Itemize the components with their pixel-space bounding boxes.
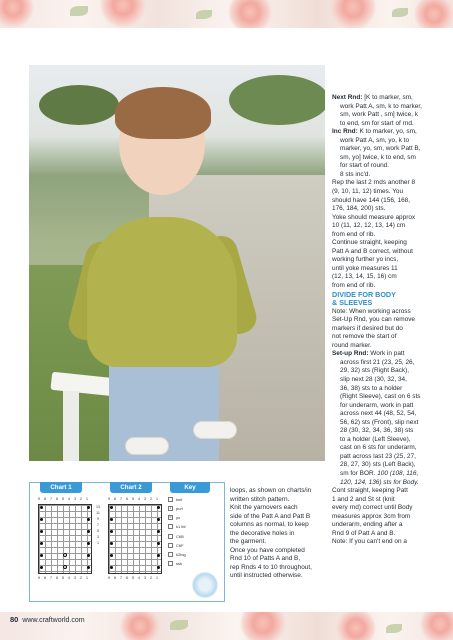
middle-text-column: loops, as shown on charts/in written stitch pattern. Knit the yarnovers each side of the Patt A and Patt B columns as normal, to keep the decorative holes in the garment. Once you have completed Rnd 10 of Patts A and B, rep Rnds 4 to 10 throughout, until instructed otherwise. — [230, 487, 312, 580]
chart-1-row-numbers: 13 11 9 7 5 3 1 — [96, 505, 100, 545]
chart-1-col-numbers: 9 8 7 6 5 4 3 2 1 — [38, 497, 90, 501]
key-item: k2tog — [168, 552, 186, 558]
page-number: 80 — [10, 615, 19, 624]
chart-1-tab: Chart 1 — [40, 482, 82, 493]
next-rnd-line: Next Rnd: [K to marker, sm, — [332, 94, 413, 101]
key-tab: Key — [170, 482, 210, 493]
child-wearing-sweater-photo — [29, 65, 325, 461]
key-item: k1 tbl — [168, 524, 186, 530]
section-heading: DIVIDE FOR BODY & SLEEVES — [332, 289, 396, 308]
top-floral-band — [0, 0, 453, 28]
key-item: C6F — [168, 543, 184, 549]
inc-rnd-line: Inc Rnd: K to marker, yo, sm, — [332, 128, 417, 136]
chart-2-col-numbers-bottom: 9 8 7 6 5 4 3 2 1 — [108, 576, 160, 580]
chart-1-grid — [38, 504, 92, 574]
setup-rnd-line: Set-up Rnd: Work in patt — [332, 350, 405, 358]
chart-2-grid — [108, 504, 162, 574]
page-footer — [10, 615, 85, 626]
key-item: ssk — [168, 561, 182, 567]
key-item: • purl — [169, 506, 183, 511]
decorative-swirl — [192, 571, 218, 599]
key-item: C6B — [168, 534, 184, 540]
website-link[interactable]: www.craftworld.com — [22, 617, 85, 624]
key-item: o yo — [169, 515, 181, 520]
chart-2-col-numbers: 9 8 7 6 5 4 3 2 1 — [108, 497, 160, 501]
stitch-charts-panel — [29, 482, 225, 602]
chart-1-col-numbers-bottom: 9 8 7 6 5 4 3 2 1 — [38, 576, 90, 580]
key-item: knit — [168, 497, 182, 503]
chart-2-tab: Chart 2 — [110, 482, 152, 493]
right-text-column: Next Rnd: [K to marker, sm, work Patt A, sm, k to marker, sm, work Patt , sm] twice, k to end, sm for start of rnd. Inc Rnd: K to marker, yo, sm, work Patt A, sm, yo, k to marker, yo, sm, work Patt B, sm, yo] twice, k to end, sm for start of round. 8 sts inc'd. Rep the last 2 rnds another 8 (9, 10, 11, 12) times. You should have 144 (156, 168, 176, 184, 200) sts. Yoke should measure approx 10 (11, 12, 12, 13, 14) cm from end of rib. Continue straight, keeping Patt A and B correct, without working further yo incs, until yoke measures 11 (12, 13, 14, 15, 16) cm from end of rib. DIVIDE FOR BODY & SLEEVES Note: When working across Set-Up Rnd, you can remove markers if desired but do not remove the start of round marker. Set-up Rnd: Work in patt across first 21 (23, 25, 26, 29, 32) sts (Right Back), slip next 28 (30, 32, 34, 36, 38) sts to a holder (Right Sleeve), cast on 6 sts for underarm, work in patt across next 44 (48, 52, 54, 56, 62) sts (Front), slip next 28 (30, 32, 34, 36, 38) sts to a holder (Left Sleeve), cast on 6 sts for underarm, patt across last 23 (25, 27, 28, 27, 30) sts (Left Back), sm for BOR. 100 (108, 116, 120, 124, 136) sts for Body. Cont straight, keeping Patt 1 and 2 and St st (knit every rnd) correct until Body measures approx 3cm from underarm, ending after a Rnd 9 of Patt A and B. Note: If you can't end on a — [332, 94, 450, 547]
